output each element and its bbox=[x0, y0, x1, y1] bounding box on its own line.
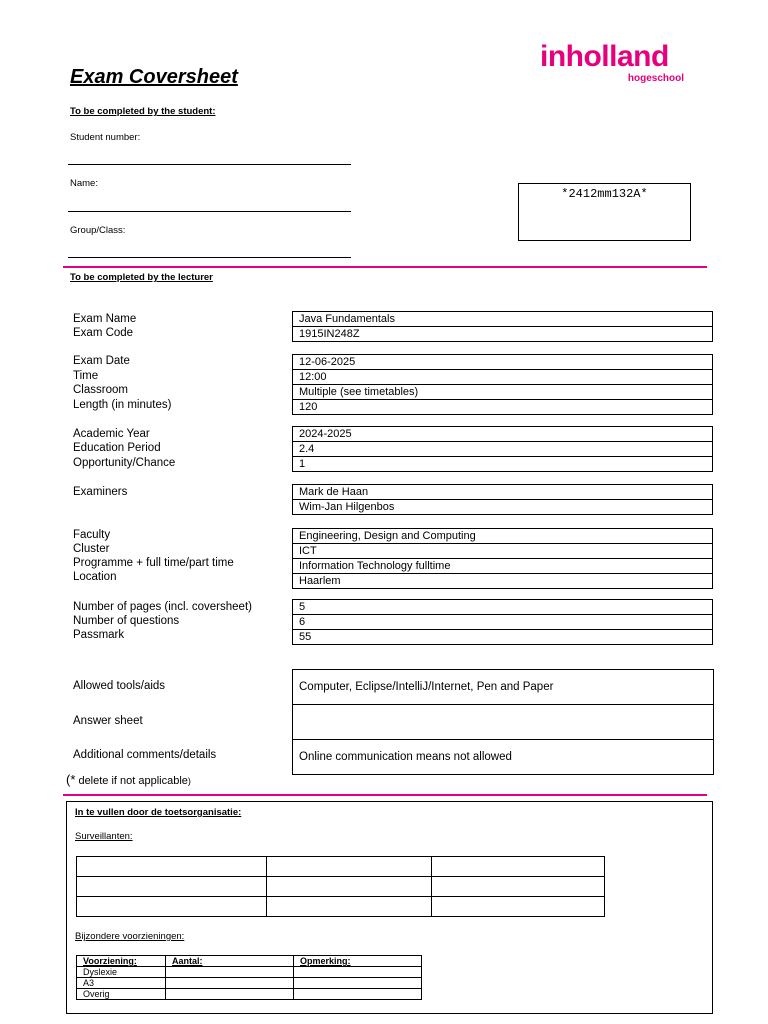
pages-label: Number of pages (incl. coversheet) bbox=[73, 601, 252, 613]
provision-name: Dyslexie bbox=[77, 967, 166, 978]
exam-schedule-group bbox=[292, 354, 713, 415]
table-row bbox=[77, 978, 422, 989]
surveillants-table bbox=[76, 856, 605, 917]
length-label: Length (in minutes) bbox=[73, 399, 172, 411]
cluster-label: Cluster bbox=[73, 543, 110, 555]
exam-name-value: Java Fundamentals bbox=[293, 312, 712, 327]
classroom-value: Multiple (see timetables) bbox=[293, 385, 712, 400]
table-row bbox=[77, 857, 605, 877]
barcode-box bbox=[518, 183, 691, 241]
examiners-group bbox=[292, 484, 713, 515]
academic-year-value: 2024-2025 bbox=[293, 427, 712, 442]
opportunity-value: 1 bbox=[299, 458, 306, 470]
provision-amount[interactable] bbox=[166, 989, 294, 1000]
time-label: Time bbox=[73, 370, 99, 382]
table-cell[interactable] bbox=[77, 857, 267, 877]
exam-code-label: Exam Code bbox=[73, 327, 134, 339]
education-period-value: 2.4 bbox=[293, 442, 712, 457]
passmark-label: Passmark bbox=[73, 629, 125, 641]
surveillants-label: Surveillanten: bbox=[75, 831, 133, 842]
provisions-label: Bijzondere voorzieningen: bbox=[75, 931, 185, 942]
table-row bbox=[77, 877, 605, 897]
tools-label: Allowed tools/aids bbox=[73, 680, 166, 692]
comments-value: Online communication means not allowed bbox=[299, 751, 512, 763]
pink-divider-2 bbox=[63, 794, 707, 796]
lecturer-section-heading: To be completed by the lecturer bbox=[70, 272, 213, 283]
table-cell[interactable] bbox=[432, 897, 605, 917]
provision-remark[interactable] bbox=[294, 989, 422, 1000]
answer-sheet-label: Answer sheet bbox=[73, 715, 143, 727]
provision-name: A3 bbox=[77, 978, 166, 989]
name-line[interactable] bbox=[68, 211, 351, 212]
faculty-value: Engineering, Design and Computing bbox=[293, 529, 712, 544]
group-class-label: Group/Class: bbox=[70, 225, 126, 236]
table-cell[interactable] bbox=[432, 877, 605, 897]
table-cell[interactable] bbox=[77, 897, 267, 917]
barcode-text: *2412mm132A* bbox=[561, 187, 648, 201]
provision-amount[interactable] bbox=[166, 967, 294, 978]
examiner-1-value: Mark de Haan bbox=[293, 485, 712, 500]
examiner-2-value: Wim-Jan Hilgenbos bbox=[299, 501, 395, 513]
provision-remark[interactable] bbox=[294, 978, 422, 989]
length-value: 120 bbox=[299, 401, 318, 413]
inholland-logo bbox=[540, 42, 690, 88]
delete-note-open: (* bbox=[66, 772, 76, 787]
name-label: Name: bbox=[70, 178, 98, 189]
provision-remark[interactable] bbox=[294, 967, 422, 978]
table-row bbox=[77, 897, 605, 917]
pink-divider bbox=[63, 266, 707, 268]
faculty-label: Faculty bbox=[73, 529, 111, 541]
table-cell[interactable] bbox=[267, 877, 432, 897]
student-number-label: Student number: bbox=[70, 132, 141, 143]
classroom-label: Classroom bbox=[73, 384, 128, 396]
exam-structure-group bbox=[292, 599, 713, 645]
delete-note bbox=[66, 772, 191, 787]
student-section-heading: To be completed by the student: bbox=[70, 106, 216, 117]
passmark-value: 55 bbox=[299, 631, 312, 643]
provisions-table bbox=[76, 955, 422, 1000]
academic-year-label: Academic Year bbox=[73, 428, 150, 440]
location-value: Haarlem bbox=[299, 575, 341, 587]
delete-note-close: ) bbox=[187, 776, 191, 786]
delete-note-text: delete if not applicable bbox=[75, 775, 188, 787]
amount-header: Aantal: bbox=[166, 956, 294, 967]
tools-value: Computer, Eclipse/IntelliJ/Internet, Pen and Paper bbox=[293, 670, 713, 705]
logo-name: inholland bbox=[540, 40, 669, 73]
opportunity-label: Opportunity/Chance bbox=[73, 457, 176, 469]
table-cell[interactable] bbox=[267, 897, 432, 917]
exam-date-label: Exam Date bbox=[73, 355, 130, 367]
table-cell[interactable] bbox=[267, 857, 432, 877]
table-cell[interactable] bbox=[77, 877, 267, 897]
table-row bbox=[77, 989, 422, 1000]
cluster-value: ICT bbox=[293, 544, 712, 559]
answer-sheet-value bbox=[293, 705, 713, 740]
comments-label: Additional comments/details bbox=[73, 749, 217, 761]
programme-value: Information Technology fulltime bbox=[293, 559, 712, 574]
exam-date-value: 12-06-2025 bbox=[293, 355, 712, 370]
exam-code-value: 1915IN248Z bbox=[299, 328, 360, 340]
examiners-label: Examiners bbox=[73, 486, 128, 498]
provision-amount[interactable] bbox=[166, 978, 294, 989]
questions-value: 6 bbox=[293, 615, 712, 630]
table-row bbox=[77, 967, 422, 978]
details-box bbox=[292, 669, 714, 775]
provision-name: Overig bbox=[77, 989, 166, 1000]
academic-group bbox=[292, 426, 713, 472]
table-header-row bbox=[77, 956, 422, 967]
programme-label: Programme + full time/part time bbox=[73, 557, 234, 569]
remark-header: Opmerking: bbox=[294, 956, 422, 967]
education-period-label: Education Period bbox=[73, 442, 161, 454]
exam-identity-group bbox=[292, 311, 713, 342]
student-number-line[interactable] bbox=[68, 164, 351, 165]
questions-label: Number of questions bbox=[73, 615, 180, 627]
table-cell[interactable] bbox=[432, 857, 605, 877]
logo-sub: hogeschool bbox=[627, 73, 684, 84]
page-title: Exam Coversheet bbox=[70, 66, 238, 88]
provision-header: Voorziening: bbox=[77, 956, 166, 967]
org-section-heading: In te vullen door de toetsorganisatie: bbox=[75, 807, 242, 818]
location-label: Location bbox=[73, 571, 117, 583]
pages-value: 5 bbox=[293, 600, 712, 615]
time-value: 12:00 bbox=[293, 370, 712, 385]
faculty-group bbox=[292, 528, 713, 589]
exam-name-label: Exam Name bbox=[73, 313, 137, 325]
group-class-line[interactable] bbox=[68, 257, 351, 258]
